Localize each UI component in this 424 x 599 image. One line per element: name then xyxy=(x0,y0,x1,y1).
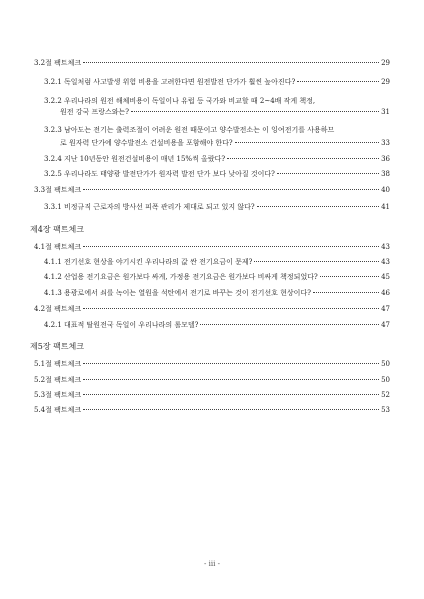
toc-page-number: 43 xyxy=(381,243,390,251)
toc-entry-3-2-5[interactable] xyxy=(44,169,390,179)
toc-entry-5-1[interactable] xyxy=(34,359,390,369)
toc-page-number: 47 xyxy=(381,305,390,313)
toc-page-number: 29 xyxy=(381,59,390,67)
toc-entry-label: 3.2.1 독일처럼 사고발생 위험 비용을 고려한다면 원전발전 단가가 훨씬 높아진다? xyxy=(44,78,296,86)
toc-entry-label: 4.2.1 대표적 탈원전국 독일이 우리나라의 롤모델? xyxy=(44,321,199,329)
toc-page-number: 45 xyxy=(381,273,390,281)
dot-leader xyxy=(257,206,379,207)
page-footer-number: - iii - xyxy=(204,560,220,568)
dot-leader xyxy=(227,158,379,159)
dot-leader xyxy=(235,142,379,143)
dot-leader xyxy=(83,363,379,364)
toc-entry-4-2[interactable] xyxy=(34,304,390,314)
toc-entry-label: 4.1.2 산업용 전기요금은 원가보다 싸게, 가정용 전기요금은 원가보다 비싸게 책정되었다? xyxy=(44,273,318,281)
toc-entry-label: 5.2절 팩트체크 xyxy=(34,376,82,384)
toc-entry-3-2-3-continued[interactable] xyxy=(60,138,390,148)
toc-entry-4-1-2[interactable] xyxy=(44,272,390,282)
toc-entry-4-1-3[interactable] xyxy=(44,288,390,298)
toc-entry-5-4[interactable] xyxy=(34,405,390,415)
toc-page-number: 31 xyxy=(381,108,390,116)
toc-page-number: 36 xyxy=(381,155,390,163)
toc-page-number: 47 xyxy=(381,321,390,329)
toc-entry-label: 5.4절 팩트체크 xyxy=(34,406,82,414)
toc-entry-label: 4.1.1 전기선호 현상을 야기시킨 우리나라의 값 싼 전기요금이 문제? xyxy=(44,258,253,266)
toc-entry-label: 3.2절 팩트체크 xyxy=(34,59,82,67)
dot-leader xyxy=(83,379,379,380)
toc-page-number: 40 xyxy=(381,186,390,194)
dot-leader xyxy=(200,324,379,325)
dot-leader xyxy=(277,173,379,174)
toc-chapter-5[interactable]: 제5장 팩트체크 xyxy=(30,342,85,351)
toc-page-number: 50 xyxy=(381,360,390,368)
toc-page-number: 52 xyxy=(381,391,390,399)
toc-page-number: 46 xyxy=(381,289,390,297)
toc-entry-label: 3.2.5 우리나라도 태양광 발전단가가 원자력 발전 단가 보다 낮아질 것이다? xyxy=(44,170,275,178)
toc-page-number: 33 xyxy=(381,139,390,147)
toc-entry-continuation: 원전 강국 프랑스와는? xyxy=(60,108,130,116)
dot-leader xyxy=(83,308,379,309)
toc-entry-label: 5.1절 팩트체크 xyxy=(34,360,82,368)
dot-leader xyxy=(83,409,379,410)
toc-page-number: 53 xyxy=(381,406,390,414)
toc-entry-3-2[interactable] xyxy=(34,58,390,68)
toc-entry-5-2[interactable] xyxy=(34,375,390,385)
toc-entry-4-1-1[interactable] xyxy=(44,257,390,267)
toc-entry-5-3[interactable] xyxy=(34,390,390,400)
dot-leader xyxy=(83,246,379,247)
toc-entry-3-2-2[interactable] xyxy=(44,96,390,106)
dot-leader xyxy=(83,62,379,63)
toc-chapter-4[interactable]: 제4장 팩트체크 xyxy=(30,225,85,234)
dot-leader xyxy=(83,189,379,190)
toc-entry-label: 3.3.1 비정규직 근로자의 방사선 피폭 관리가 제대로 되고 있지 않다? xyxy=(44,203,255,211)
toc-page-number: 41 xyxy=(381,203,390,211)
toc-entry-label: 3.3절 팩트체크 xyxy=(34,186,82,194)
toc-entry-3-2-4[interactable] xyxy=(44,154,390,164)
dot-leader xyxy=(297,81,379,82)
dot-leader xyxy=(131,111,379,112)
toc-entry-3-2-1[interactable] xyxy=(44,77,390,87)
toc-entry-label: 4.2절 팩트체크 xyxy=(34,305,82,313)
toc-entry-label: 4.1.3 용광로에서 쇠를 녹이는 열원을 석탄에서 전기로 바꾸는 것이 전기선호 현상이다? xyxy=(44,289,311,297)
toc-entry-label: 3.2.2 우리나라의 원전 해체비용이 독일이나 유럽 등 국가와 비교할 때 2~4배 작게 책정, xyxy=(44,97,316,105)
toc-entry-3-2-3[interactable] xyxy=(44,125,390,135)
toc-page-number: 50 xyxy=(381,376,390,384)
toc-entry-4-2-1[interactable] xyxy=(44,320,390,330)
dot-leader xyxy=(313,292,379,293)
dot-leader xyxy=(254,261,379,262)
toc-entry-continuation: 로 원자력 단가에 양수발전소 건설비용을 포함해야 한다? xyxy=(60,139,233,147)
toc-entry-4-1[interactable] xyxy=(34,242,390,252)
dot-leader xyxy=(320,276,379,277)
toc-entry-3-2-2-continued[interactable] xyxy=(60,107,390,117)
toc-entry-label: 3.2.4 지난 10년동안 원전건설비용이 매년 15%씩 올랐다? xyxy=(44,155,226,163)
toc-entry-label: 5.3절 팩트체크 xyxy=(34,391,82,399)
dot-leader xyxy=(83,394,379,395)
toc-entry-label: 3.2.3 남아도는 전기는 출력조절이 어려운 원전 때문이고 양수발전소는 이 잉여전기를 사용하므 xyxy=(44,126,335,134)
toc-page-number: 43 xyxy=(381,258,390,266)
toc-page-number: 29 xyxy=(381,78,390,86)
toc-entry-label: 4.1절 팩트체크 xyxy=(34,243,82,251)
toc-page-number: 38 xyxy=(381,170,390,178)
toc-entry-3-3[interactable] xyxy=(34,185,390,195)
toc-entry-3-3-1[interactable] xyxy=(44,202,390,212)
